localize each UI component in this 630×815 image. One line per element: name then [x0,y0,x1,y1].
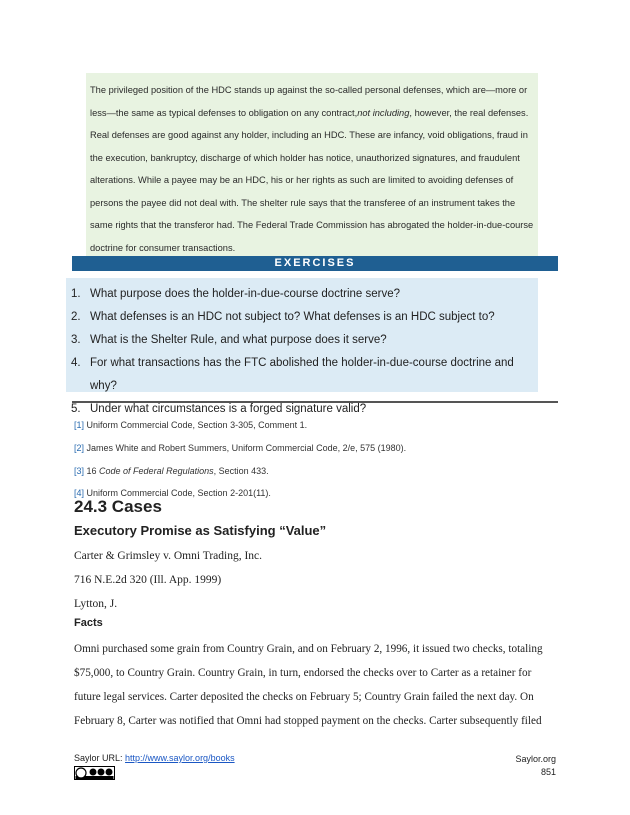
footer-page-info [515,753,556,779]
footnote: [1] Uniform Commercial Code, Section 3-305, Comment 1. [74,420,308,430]
page-number: 851 [540,767,556,777]
exercises-heading: EXERCISES [72,256,558,271]
case-name: Carter & Grimsley v. Omni Trading, Inc. [74,550,263,562]
section-subtitle: Executory Promise as Satisfying “Value” [74,523,327,538]
exercise-item: 2. What defenses is an HDC not subject to? What defenses is an HDC subject to? [71,311,495,323]
exercise-item: 3. What is the Shelter Rule, and what purpose does it serve? [71,334,387,346]
case-judge: Lytton, J. [74,598,118,610]
footnote-ref-link[interactable]: [3] [74,465,85,476]
footnote-ref-link[interactable]: [4] [74,488,85,499]
footnote-divider [72,401,558,403]
footer-source: Saylor URL: http://www.saylor.org/books [74,753,235,763]
key-takeaway-text: The privileged position of the HDC stands up against the so-called personal defenses, which are—more or less—the same as typical defenses to obligation on any contract,not including, however, the real defenses. Real defenses are good against any holder, including an HDC. These are infancy, void obligations, fraud in the execution, bankruptcy, discharge of which holder has notice, unauthorized signatures, and fraudulent alterations. While a payee may be an HDC, his or her rights as such are limited to avoiding defenses of persons the payee did not deal with. The shelter rule says that the transferee of an instrument takes the same rights that the transferor had. The Federal Trade Commission has abrogated the holder-in-due-course doctrine for consumer transactions. [90,85,534,253]
exercises-list [66,278,538,421]
exercise-item: 5. Under what circumstances is a forged signature valid? [71,403,367,415]
footnote: [2] James White and Robert Summers, Uniform Commercial Code, 2/e, 575 (1980). [74,442,407,453]
facts-heading: Facts [74,617,103,629]
facts-paragraph: Omni purchased some grain from Country Grain, and on February 2, 1996, it issued two checks, totaling $75,000, to Country Grain. Country Grain, in turn, endorsed the checks over to Carter as a retainer for future legal services. Carter deposited the checks on February 5; Country Grain failed the next day. On February 8, Carter was notified that Omni had stopped payment on the checks. Carter subsequently filed [74,643,543,727]
footer-site: Saylor.org [515,754,556,764]
exercise-item: 4. For what transactions has the FTC abolished the holder-in-due-course doctrine and why? [71,357,514,392]
saylor-books-link[interactable]: http://www.saylor.org/books [125,753,235,763]
footnote-ref-link[interactable]: [1] [74,420,85,430]
creative-commons-icon [74,766,115,780]
key-takeaway-box [86,73,538,256]
exercises-box [66,278,538,415]
section-title: 24.3 Cases [74,497,162,516]
exercise-item: 1. What purpose does the holder-in-due-course doctrine serve? [71,288,401,300]
footnote-ref-link[interactable]: [2] [74,442,85,453]
footnotes [74,414,554,505]
footnote: [3] 16 Code of Federal Regulations, Section 433. [74,465,269,476]
footnote: [4] Uniform Commercial Code, Section 2-201(11). [74,488,271,499]
case-citation: 716 N.E.2d 320 (Ill. App. 1999) [74,574,222,586]
